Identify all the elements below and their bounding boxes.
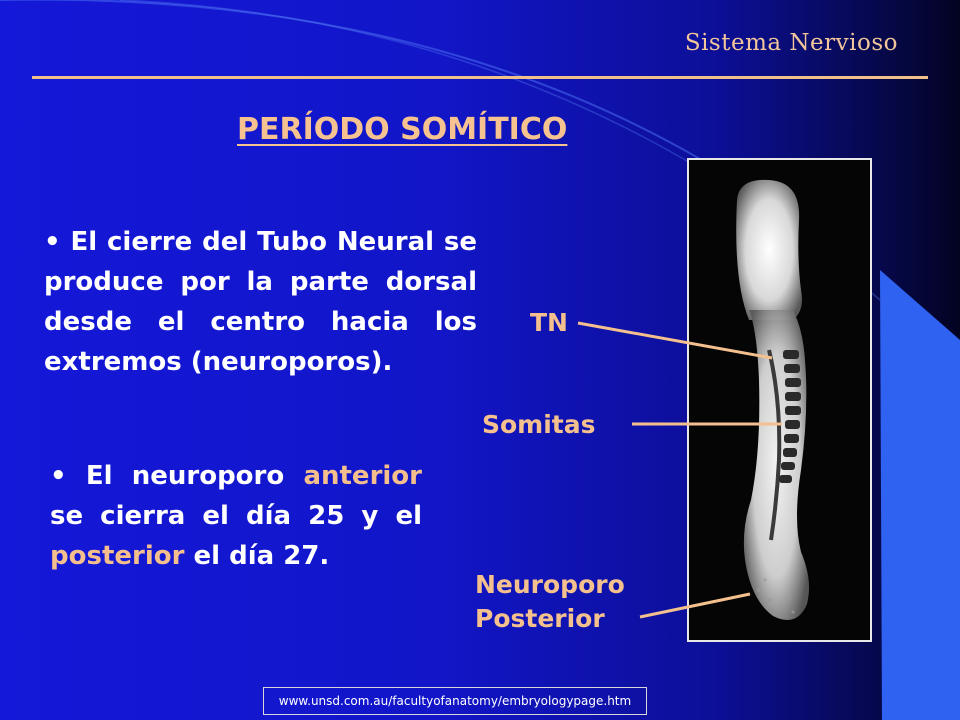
label-neuroporo-line1: Neuroporo [475,570,625,599]
neuroporo-pointer-line [640,594,750,617]
label-neuroporo-line2: Posterior [475,604,605,633]
bullet-2-text-a: El neuroporo [85,461,304,491]
label-tn: TN [530,308,568,337]
bullet-dot: • [44,227,71,257]
label-neuroporo-posterior [475,568,625,636]
label-somitas: Somitas [482,410,596,439]
bullet-2-text-c: el día 27. [184,541,330,571]
highlight-posterior: posterior [50,541,185,571]
source-url[interactable]: www.unsd.com.au/facultyofanatomy/embryologypage.htm [263,687,647,715]
bullet-1-text: El cierre del Tubo Neural se produce por la parte dorsal desde el centro hacia los extremos (neuroporos). [44,227,478,377]
bullet-2-text-b: se cierra el día 25 y el [50,501,422,531]
highlight-anterior: anterior [303,461,422,491]
bullet-dot: • [50,461,86,491]
tn-pointer-line [578,323,772,358]
slide-title: PERÍODO SOMÍTICO [237,112,568,147]
section-title: Sistema Nervioso [684,30,898,56]
